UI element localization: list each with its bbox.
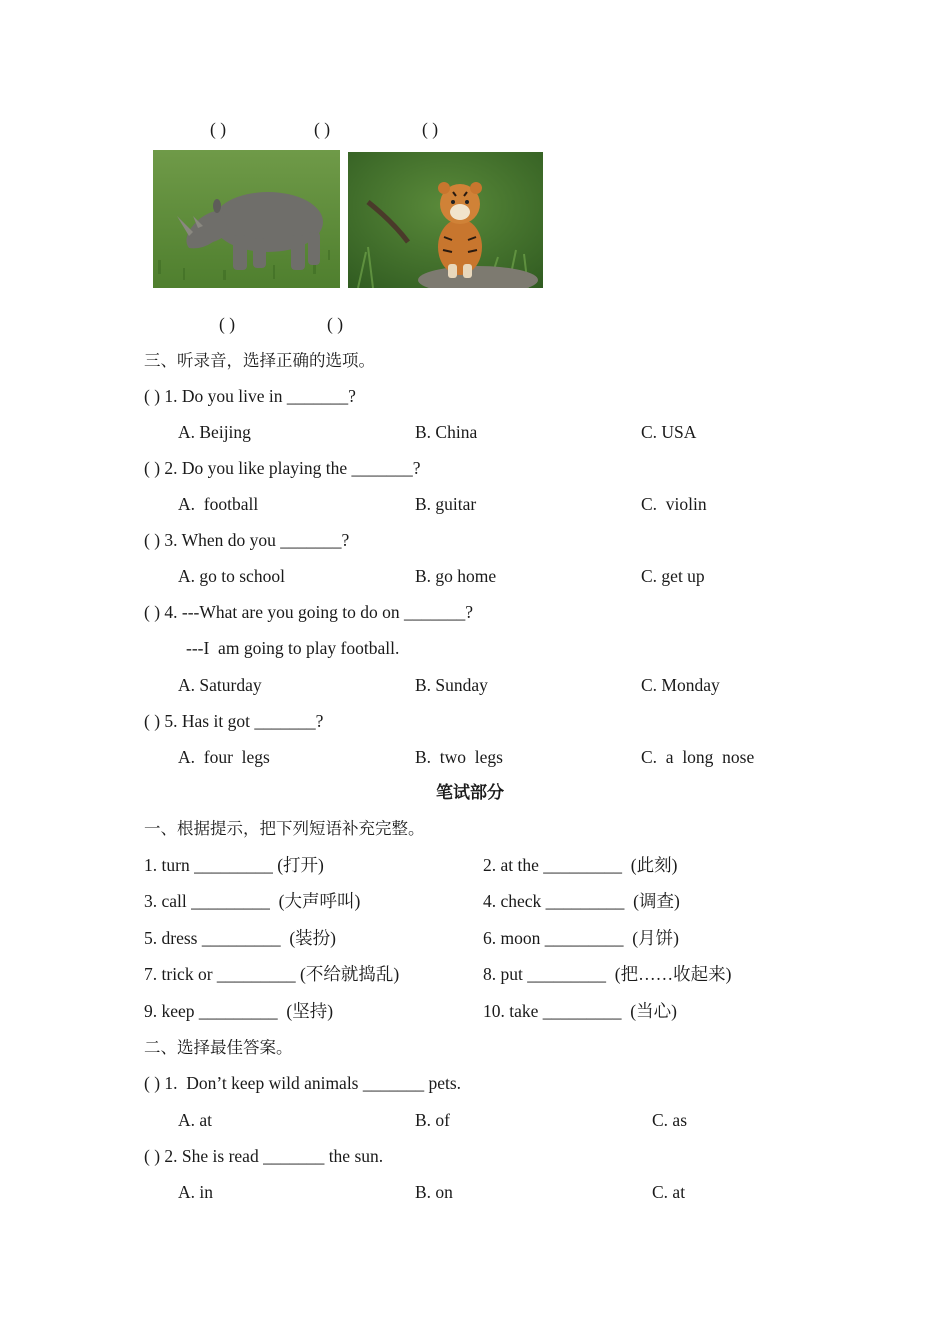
phrase-item: 3. call _________ (大声呼叫) xyxy=(144,891,361,911)
phrase-item: 9. keep _________ (坚持) xyxy=(144,1001,334,1021)
answer-bracket: ( ) xyxy=(327,314,344,334)
part-title: 笔试部分 xyxy=(436,783,504,803)
option-b: B. of xyxy=(415,1110,450,1130)
option-b: B. China xyxy=(415,422,478,442)
question-stem: ( ) 2. Do you like playing the _______? xyxy=(144,458,421,478)
question-stem: ( ) 3. When do you _______? xyxy=(144,530,350,550)
option-c: C. violin xyxy=(641,494,707,514)
question-stem: ( ) 5. Has it got _______? xyxy=(144,711,324,731)
phrase-item: 1. turn _________ (打开) xyxy=(144,855,324,875)
option-a: A. at xyxy=(178,1110,213,1130)
answer-bracket: ( ) xyxy=(210,119,227,139)
question-stem: ( ) 4. ---What are you going to do on _______? xyxy=(144,602,474,622)
option-b: B. two legs xyxy=(415,747,503,767)
option-a: A. Beijing xyxy=(178,422,251,442)
section-heading: 一、根据提示，把下列短语补充完整。 xyxy=(144,819,425,838)
answer-bracket: ( ) xyxy=(422,119,439,139)
option-a: A. Saturday xyxy=(178,675,262,695)
phrase-item: 6. moon _________ (月饼) xyxy=(483,928,679,948)
question-stem: ( ) 2. She is read _______ the sun. xyxy=(144,1146,384,1166)
option-b: B. go home xyxy=(415,566,497,586)
answer-bracket: ( ) xyxy=(219,314,236,334)
phrase-item: 2. at the _________ (此刻) xyxy=(483,855,678,875)
question-stem: ( ) 1. Do you live in _______? xyxy=(144,386,356,406)
phrase-item: 7. trick or _________ (不给就捣乱) xyxy=(144,964,400,984)
option-a: A. football xyxy=(178,494,259,514)
option-c: C. USA xyxy=(641,422,697,442)
option-b: B. Sunday xyxy=(415,675,488,695)
option-c: C. at xyxy=(652,1182,686,1202)
option-b: B. guitar xyxy=(415,494,477,514)
phrase-item: 10. take _________ (当心) xyxy=(483,1001,677,1021)
option-a: A. go to school xyxy=(178,566,285,586)
option-c: C. a long nose xyxy=(641,747,755,767)
phrase-item: 4. check _________ (调查) xyxy=(483,891,680,911)
question-stem: ( ) 1. Don’t keep wild animals _______ pets. xyxy=(144,1073,462,1093)
phrase-item: 8. put _________ (把……收起来) xyxy=(483,964,732,984)
option-c: C. as xyxy=(652,1110,687,1130)
rhino-photo xyxy=(153,150,340,288)
option-a: A. in xyxy=(178,1182,213,1202)
option-c: C. get up xyxy=(641,566,705,586)
dialogue-answer: ---I am going to play football. xyxy=(186,638,400,658)
phrase-item: 5. dress _________ (装扮) xyxy=(144,928,336,948)
section-heading: 三、听录音，选择正确的选项。 xyxy=(144,351,375,370)
option-b: B. on xyxy=(415,1182,453,1202)
option-c: C. Monday xyxy=(641,675,720,695)
option-a: A. four legs xyxy=(178,747,270,767)
tiger-cub-photo xyxy=(348,152,543,288)
section-heading: 二、选择最佳答案。 xyxy=(144,1038,293,1057)
answer-bracket: ( ) xyxy=(314,119,331,139)
